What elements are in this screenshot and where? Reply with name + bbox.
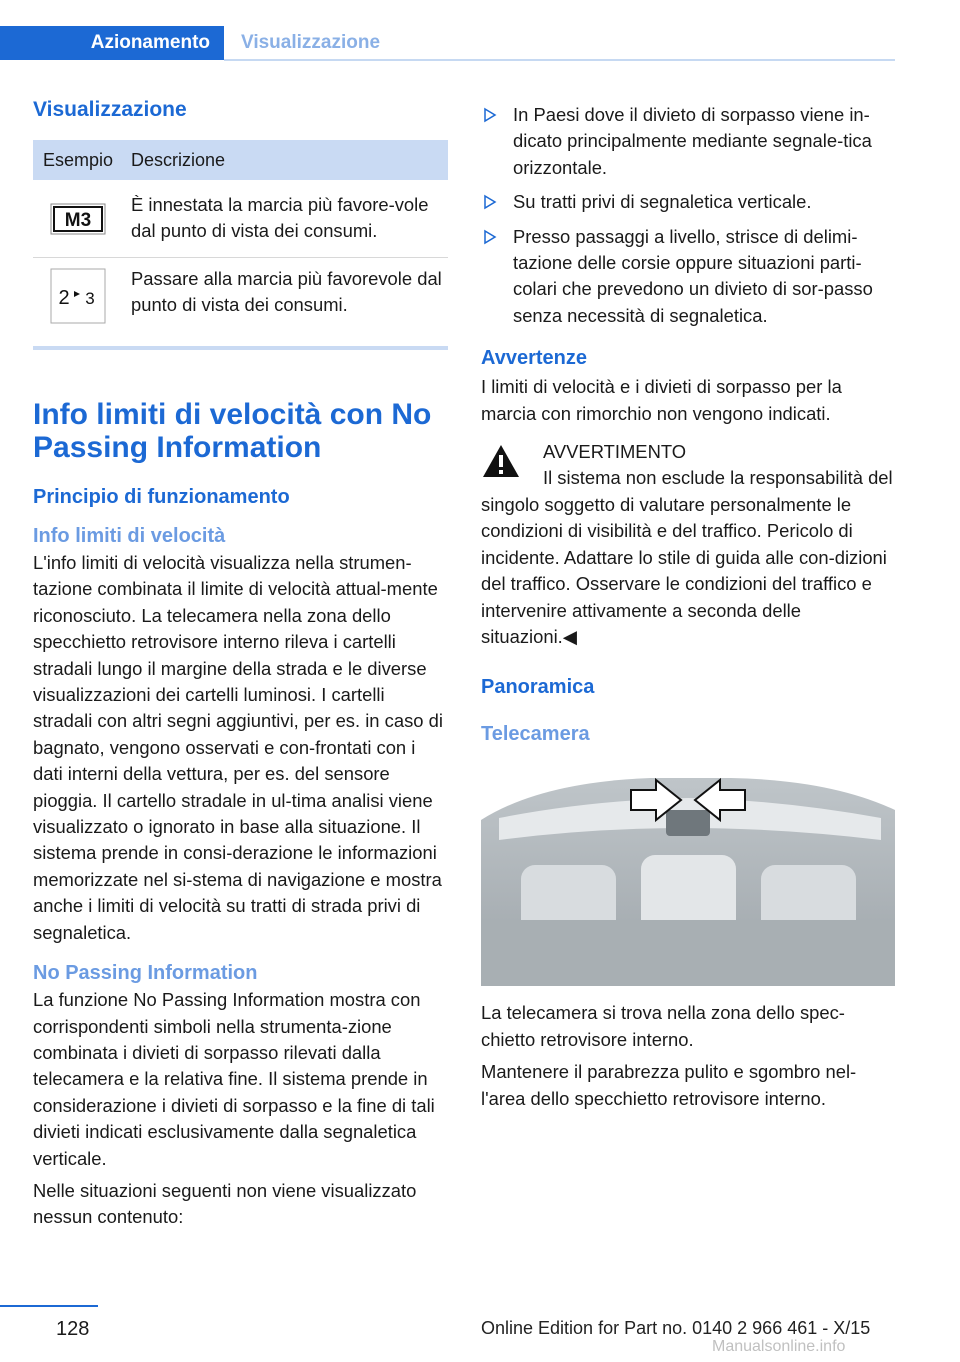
- triangle-bullet-icon: [481, 107, 497, 123]
- paragraph-avvertenze: I limiti di velocità e i divieti di sorpasso per la marcia con rimorchio non vengono indicati.: [481, 376, 842, 424]
- watermark: Manualsonline.info: [712, 1338, 846, 1355]
- heading-panoramica: Panoramica: [481, 676, 595, 699]
- warning-block: [481, 439, 897, 650]
- svg-text:2: 2: [58, 287, 70, 309]
- svg-text:3: 3: [85, 289, 95, 308]
- right-column: [481, 102, 897, 1112]
- heading-avvertenze: Avvertenze: [481, 347, 587, 370]
- footer-rule: [0, 1305, 98, 1307]
- list-item: In Paesi dove il divieto di sorpasso viene in-dicato principalmente mediante segnale-tica orizzontale.: [481, 102, 897, 181]
- col-example-header: Esempio: [42, 149, 114, 170]
- left-column: [33, 98, 448, 1231]
- display-table: [33, 140, 448, 350]
- paragraph-no-passing-2: Nelle situazioni seguenti non viene visualizzato nessun contenuto:: [33, 1179, 417, 1228]
- list-item: Presso passaggi a livello, strisce di delimi-tazione delle corsie oppure situazioni parti-colari che prevedono un divieto di sor-passo senza necessità di segnaletica.: [481, 224, 897, 330]
- paragraph-camera-2: Mantenere il parabrezza pulito e sgombro nel-l'area dello specchietto retrovisore interno.: [481, 1061, 857, 1109]
- situations-list: [481, 102, 897, 329]
- subheading-principle: Principio di funzionamento: [33, 486, 290, 508]
- header-tabs: [0, 26, 895, 62]
- table-bottom-rule: [33, 346, 448, 350]
- camera-location-image: [481, 770, 895, 986]
- paragraph-no-passing-1: La funzione No Passing Information mostra con corrispondenti simboli nella strumenta-zione combinata i divieti di sorpasso rilevati dalla telecamera e la relativa fine. Il sistema prende in considerazione i divieti di sorpasso e la fine di tali divieti indicati esclusivamente dalla segnaletica verticale.: [33, 989, 435, 1169]
- warning-triangle-icon: [481, 443, 521, 479]
- edition-text: Online Edition for Part no. 0140 2 966 461 - X/15: [481, 1318, 871, 1338]
- tab-visualizzazione[interactable]: Visualizzazione: [241, 32, 381, 53]
- warning-text: Il sistema non esclude la responsabilità del singolo soggetto di valutare personalmente le condizioni di visibilità e del traffico. Pericolo di incidente. Adattare lo stile di guida alle con-dizioni del traffico. Osservare le condizioni del traffico e intervenire attivamente a seconda delle situazioni.◀: [481, 467, 893, 647]
- row-description: Passare alla marcia più favorevole dal punto di vista dei consumi.: [131, 268, 442, 315]
- tab-azionamento[interactable]: Azionamento: [0, 26, 224, 60]
- paragraph-camera-1: La telecamera si trova nella zona dello spec-chietto retrovisore interno.: [481, 1002, 845, 1050]
- heading-telecamera: Telecamera: [481, 723, 590, 746]
- page-number: 128: [56, 1318, 90, 1340]
- warning-title: AVVERTIMENTO: [543, 441, 687, 463]
- row-description: È innestata la marcia più favore-vole dal punto di vista dei consumi.: [131, 194, 429, 241]
- paragraph-speed-info: L'info limiti di velocità visualizza nella strumen-tazione combinata il limite di velocità attual-mente riconosciuto. La telecamera nella zona dello specchietto retrovisore interno rileva i cartelli stradali lungo il margine della strada e le diverse visualizzazioni dei cartelli luminosi. I cartelli stradali con altri segni aggiuntivi, per es. in caso di bagnato, vengono osservati e con-frontati con i dati interni della vettura, per es. del sensore pioggia. Il cartello stradale in ul-tima analisi viene visualizzato o ignorato in base alla situazione. Il sistema prende in consi-derazione le informazioni memorizzate nel si-stema di navigazione e mostra anche i limiti di velocità su tratti di strada privi di segnaletica.: [33, 552, 443, 943]
- heading-speed-info: Info limiti di velocità: [33, 525, 226, 547]
- main-heading: Info limiti di velocità con No Passing Information: [33, 398, 432, 464]
- svg-text:M3: M3: [64, 209, 92, 231]
- list-item: Su tratti privi di segnaletica verticale.: [481, 189, 897, 215]
- heading-no-passing: No Passing Information: [33, 962, 258, 985]
- shift-2-to-3-icon: [33, 258, 123, 334]
- table-row: [33, 258, 448, 334]
- table-header: [33, 140, 448, 180]
- col-description-header: Descrizione: [131, 149, 226, 170]
- section-title: Visualizzazione: [33, 98, 187, 121]
- header-rule: [224, 59, 895, 61]
- triangle-bullet-icon: [481, 194, 497, 210]
- gear-m3-icon: [33, 180, 123, 257]
- triangle-bullet-icon: [481, 229, 497, 245]
- table-row: [33, 180, 448, 258]
